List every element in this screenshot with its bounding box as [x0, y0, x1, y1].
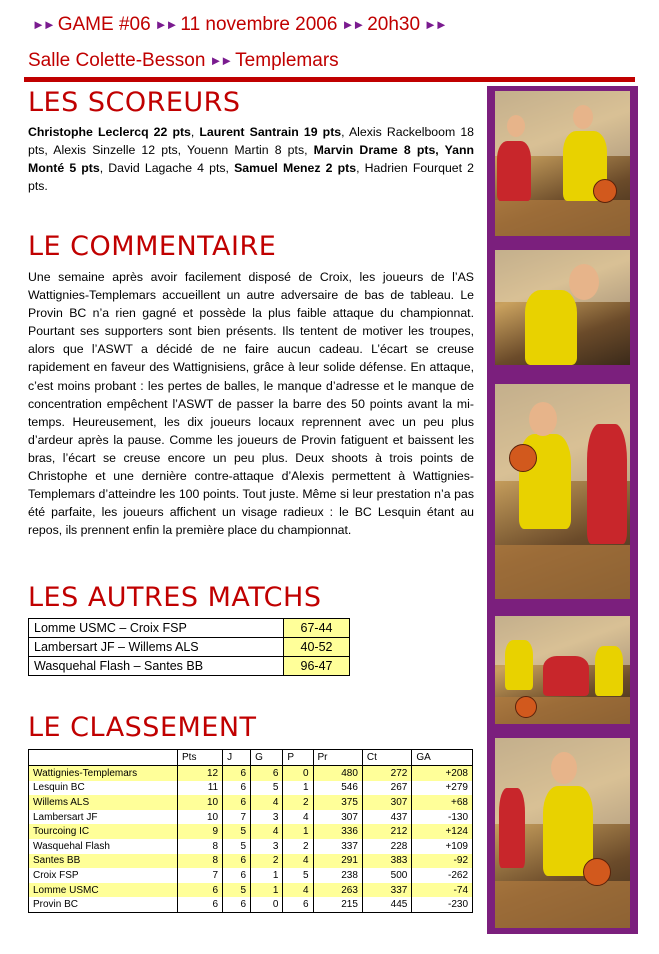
basketball-photo-4 [495, 616, 630, 724]
scoreur-segment: Laurent Santrain 19 pts [199, 125, 342, 139]
double-arrow-icon: ►► [341, 17, 364, 33]
header-line-2 [28, 50, 339, 72]
classement-cell-p: 5 [283, 868, 313, 883]
classement-cell-team: Croix FSP [29, 868, 178, 883]
classement-cell-pr: 263 [313, 883, 362, 898]
classement-cell-pts: 6 [178, 883, 223, 898]
classement-column-header [29, 750, 178, 766]
classement-cell-pts: 12 [178, 766, 223, 781]
classement-row [29, 795, 473, 810]
scoreur-segment: , Alexis Rackelboom 18 pts, Alexis Sinzelle 12 pts, Youenn Martin 8 pts, [28, 125, 474, 158]
match-teams: Lomme USMC – Croix FSP [29, 619, 284, 638]
classement-cell-ct: 272 [362, 766, 411, 781]
classement-cell-ct: 212 [362, 824, 411, 839]
game-number: GAME #06 [57, 14, 151, 35]
scoreurs-title: LES SCOREURS [28, 87, 241, 118]
classement-cell-ga: -130 [412, 810, 473, 825]
classement-cell-g: 4 [251, 824, 283, 839]
classement-cell-j: 6 [223, 795, 251, 810]
classement-cell-ga: -262 [412, 868, 473, 883]
classement-cell-p: 4 [283, 810, 313, 825]
classement-cell-team: Lesquin BC [29, 781, 178, 796]
classement-cell-ct: 228 [362, 839, 411, 854]
classement-cell-p: 2 [283, 839, 313, 854]
double-arrow-icon: ►► [209, 53, 232, 69]
classement-cell-pts: 8 [178, 854, 223, 869]
classement-cell-p: 4 [283, 883, 313, 898]
classement-column-header: Pr [313, 750, 362, 766]
basketball-photo-5 [495, 738, 630, 928]
basketball-photo-3 [495, 384, 630, 599]
classement-cell-g: 3 [251, 839, 283, 854]
classement-cell-g: 1 [251, 868, 283, 883]
classement-cell-j: 6 [223, 766, 251, 781]
classement-cell-p: 2 [283, 795, 313, 810]
classement-column-header: G [251, 750, 283, 766]
match-score: 67-44 [284, 619, 350, 638]
commentaire-title: LE COMMENTAIRE [28, 231, 277, 262]
double-arrow-icon: ►► [424, 17, 446, 33]
classement-cell-p: 6 [283, 897, 313, 912]
classement-cell-g: 6 [251, 766, 283, 781]
scoreur-segment: , David Lagache 4 pts, [99, 161, 235, 176]
classement-cell-team: Wasquehal Flash [29, 839, 178, 854]
classement-cell-ga: -74 [412, 883, 473, 898]
classement-cell-g: 2 [251, 854, 283, 869]
classement-row [29, 897, 473, 912]
scoreur-segment: , Hadrien Fourquet 2 pts. [28, 161, 475, 194]
classement-cell-g: 0 [251, 897, 283, 912]
classement-cell-pr: 238 [313, 868, 362, 883]
classement-cell-ct: 307 [362, 795, 411, 810]
scoreur-segment: , [190, 125, 200, 139]
classement-column-header: Ct [362, 750, 411, 766]
classement-cell-p: 0 [283, 766, 313, 781]
match-row [29, 657, 350, 676]
header-divider [24, 77, 635, 82]
classement-cell-pr: 307 [313, 810, 362, 825]
classement-row [29, 854, 473, 869]
basketball-photo-2 [495, 250, 630, 365]
classement-cell-ct: 437 [362, 810, 411, 825]
classement-cell-pr: 336 [313, 824, 362, 839]
classement-cell-pts: 8 [178, 839, 223, 854]
double-arrow-icon: ►► [154, 17, 177, 33]
match-row [29, 638, 350, 657]
classement-cell-pr: 291 [313, 854, 362, 869]
commentaire-text: Une semaine après avoir facilement disposé de Croix, les joueurs de l’AS Wattignies-Templemars accueillent un autre adversaire de bas de tableau. Le Provin BC n’a rien gagné et possède la plus faible attaque du championnat. Pourtant ses supporters sont bien présents. Ils tentent de motiver les troupes, alors que l’ASWT a décidé de ne faire aucun cadeau. L’écart se creuse rapidement en faveur des Wattignisiens, grâce à leur solide défense. En attaque, c’est moins probant : les pertes de balles, le manque d’adresse et le manque de concentration empêchent l’ASWT de passer la barre des 50 points avant la mi-temps. Heureusement, les dix joueurs locaux reprennent avec un peu plus d’ardeur après la pause. Comme les joueurs de Provin fatiguent et baissent les bras, l’écart se creuse encore un peu plus. Deux shoots à trois points de Christophe et une dernière contre-attaque d’Alexis permettent à Wattignies-Templemars d’atteindre les 100 points. Tout juste. Même si leur prestation n’a pas été parfaite, les joueurs affichent un visage radieux : le BC Lesquin étant au repos, ils prennent enfin la première place du championnat. [28, 270, 474, 538]
classement-title: LE CLASSEMENT [28, 712, 257, 743]
classement-cell-ga: -92 [412, 854, 473, 869]
classement-row [29, 883, 473, 898]
basketball-photo-1 [495, 91, 630, 236]
classement-cell-j: 7 [223, 810, 251, 825]
classement-cell-pr: 480 [313, 766, 362, 781]
game-time: 20h30 [367, 14, 421, 35]
classement-column-header: GA [412, 750, 473, 766]
classement-cell-team: Willems ALS [29, 795, 178, 810]
classement-row [29, 766, 473, 781]
header-line-1 [28, 14, 450, 36]
classement-row [29, 781, 473, 796]
classement-cell-ga: +208 [412, 766, 473, 781]
classement-cell-ga: +124 [412, 824, 473, 839]
photo-strip [487, 86, 638, 934]
classement-cell-j: 5 [223, 839, 251, 854]
scoreur-segment: Marvin Drame 8 pts, Yann Monté 5 pts [28, 143, 474, 176]
classement-cell-team: Provin BC [29, 897, 178, 912]
match-teams: Wasquehal Flash – Santes BB [29, 657, 284, 676]
classement-cell-pr: 546 [313, 781, 362, 796]
classement-cell-g: 3 [251, 810, 283, 825]
classement-cell-j: 5 [223, 883, 251, 898]
classement-cell-pr: 375 [313, 795, 362, 810]
classement-cell-g: 5 [251, 781, 283, 796]
classement-column-header: Pts [178, 750, 223, 766]
classement-cell-ga: -230 [412, 897, 473, 912]
matchs-title: LES AUTRES MATCHS [28, 582, 322, 613]
matchs-table [28, 618, 350, 676]
classement-cell-g: 1 [251, 883, 283, 898]
classement-cell-ga: +279 [412, 781, 473, 796]
classement-cell-ga: +68 [412, 795, 473, 810]
classement-cell-pts: 10 [178, 795, 223, 810]
classement-table [28, 749, 473, 913]
classement-cell-pts: 10 [178, 810, 223, 825]
classement-cell-p: 1 [283, 781, 313, 796]
classement-cell-g: 4 [251, 795, 283, 810]
classement-row [29, 839, 473, 854]
classement-cell-ct: 500 [362, 868, 411, 883]
classement-cell-pts: 6 [178, 897, 223, 912]
match-row [29, 619, 350, 638]
match-teams: Lambersart JF – Willems ALS [29, 638, 284, 657]
classement-cell-ct: 445 [362, 897, 411, 912]
classement-cell-p: 4 [283, 854, 313, 869]
classement-cell-j: 6 [223, 868, 251, 883]
double-arrow-icon: ►► [32, 17, 54, 33]
game-date: 11 novembre 2006 [180, 14, 338, 35]
classement-cell-pts: 9 [178, 824, 223, 839]
scoreur-segment: Samuel Menez 2 pts [234, 161, 357, 176]
classement-cell-team: Wattignies-Templemars [29, 766, 178, 781]
classement-cell-ct: 383 [362, 854, 411, 869]
classement-row [29, 824, 473, 839]
match-score: 40-52 [284, 638, 350, 657]
classement-cell-team: Lomme USMC [29, 883, 178, 898]
classement-cell-team: Tourcoing IC [29, 824, 178, 839]
classement-cell-pts: 7 [178, 868, 223, 883]
classement-cell-j: 6 [223, 897, 251, 912]
classement-cell-team: Santes BB [29, 854, 178, 869]
scoreurs-text [28, 123, 474, 195]
scoreur-segment: Christophe Leclercq 22 pts [28, 125, 191, 139]
game-city: Templemars [235, 50, 339, 71]
classement-cell-team: Lambersart JF [29, 810, 178, 825]
classement-cell-j: 5 [223, 824, 251, 839]
classement-cell-p: 1 [283, 824, 313, 839]
classement-cell-ga: +109 [412, 839, 473, 854]
classement-column-header: P [283, 750, 313, 766]
classement-cell-pr: 215 [313, 897, 362, 912]
classement-cell-ct: 337 [362, 883, 411, 898]
classement-cell-pr: 337 [313, 839, 362, 854]
game-venue: Salle Colette-Besson [28, 50, 206, 71]
classement-column-header: J [223, 750, 251, 766]
classement-cell-ct: 267 [362, 781, 411, 796]
classement-cell-j: 6 [223, 854, 251, 869]
classement-row [29, 868, 473, 883]
match-score: 96-47 [284, 657, 350, 676]
classement-cell-pts: 11 [178, 781, 223, 796]
classement-row [29, 810, 473, 825]
classement-cell-j: 6 [223, 781, 251, 796]
